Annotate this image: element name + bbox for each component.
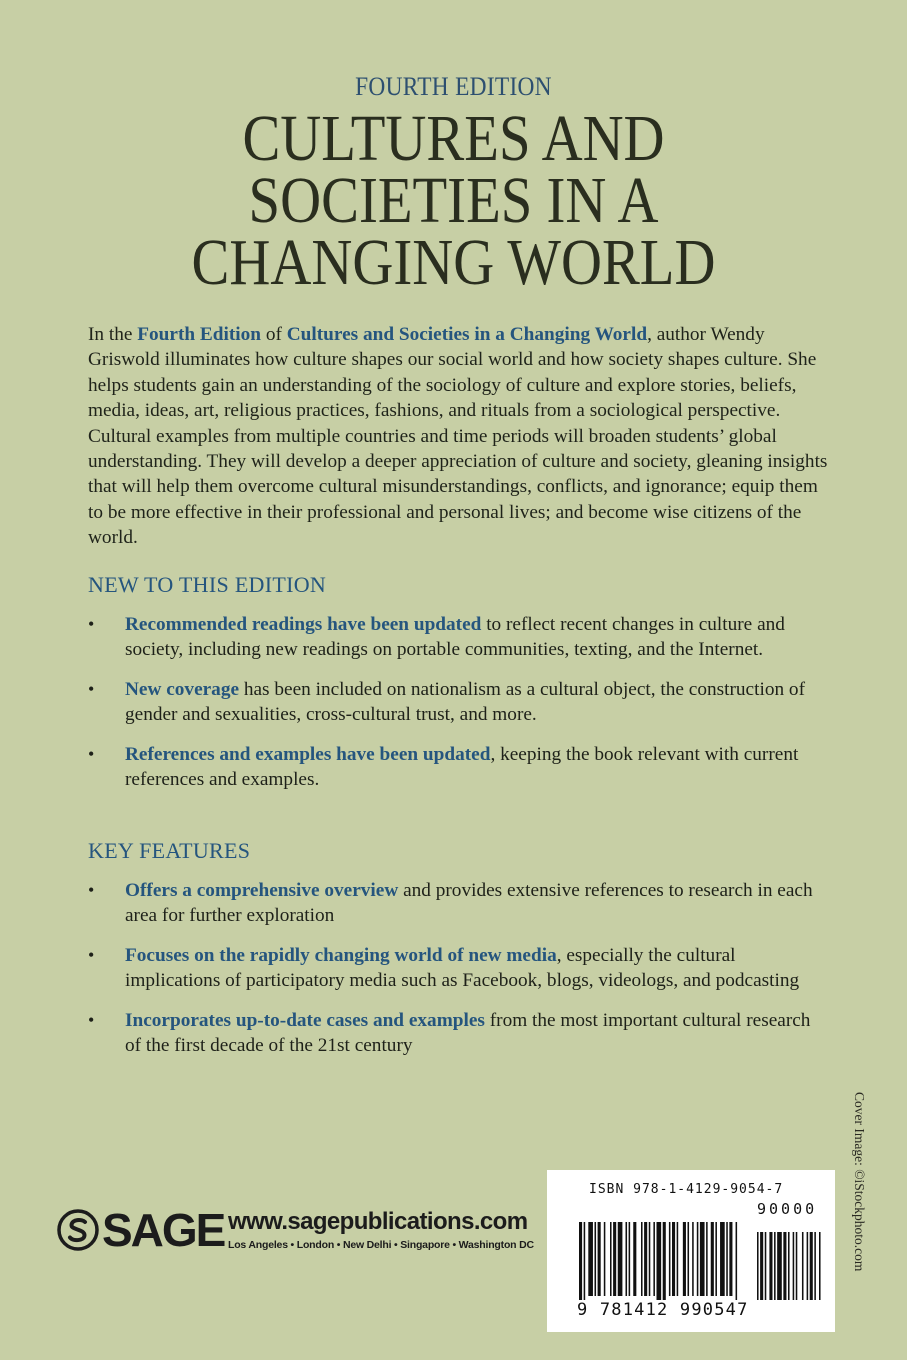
barcode-bar — [626, 1222, 628, 1296]
barcode-addon-bar — [807, 1232, 809, 1300]
intro-paragraph — [88, 322, 828, 551]
isbn-label: ISBN 978-1-4129-9054-7 — [589, 1182, 784, 1197]
item-strong: New coverage — [125, 678, 240, 700]
barcode-addon-bar — [796, 1232, 798, 1300]
barcode-addon-bar — [757, 1232, 759, 1300]
barcode-bar — [644, 1222, 647, 1296]
barcode-addon-bar — [810, 1232, 813, 1300]
sage-s-icon — [57, 1209, 99, 1251]
list-item — [88, 878, 828, 929]
item-strong: Recommended readings have been updated — [125, 614, 482, 635]
barcode-bar — [663, 1222, 666, 1300]
barcode-bar — [683, 1222, 686, 1296]
bullet-icon: • — [88, 880, 95, 900]
sage-wordmark: SAGE — [102, 1204, 225, 1256]
barcode-addon-bar — [769, 1232, 772, 1300]
barcode-bar — [641, 1222, 643, 1296]
barcode-bar — [653, 1222, 655, 1296]
intro-edition-highlight: Fourth Edition — [137, 324, 262, 345]
item-text: , especially the cultural implications of participatory media such as Facebook, blogs, videologs, and podcasting — [125, 944, 800, 992]
intro-text-1: In the — [88, 324, 138, 345]
price-code: 90000 — [757, 1200, 818, 1218]
item-text: , keeping the book relevant with current references and examples. — [125, 743, 799, 791]
key-features-list — [88, 878, 828, 1072]
bullet-icon: • — [88, 1009, 95, 1030]
barcode-addon-bar — [819, 1232, 821, 1300]
barcode-bar — [692, 1222, 694, 1296]
barcode-bar — [726, 1222, 728, 1296]
title-line-2: SOCIETIES IN A — [248, 164, 659, 237]
item-strong: References and examples have been updated — [125, 743, 491, 765]
barcode-bar — [618, 1222, 623, 1296]
item-strong: Offers a comprehensive overview — [125, 880, 399, 901]
item-text: has been included on nationalism as a cultural object, the construction of gender and sexualities, cross-cultural trust, and more. — [125, 678, 805, 726]
barcode-bar — [700, 1222, 705, 1296]
barcode-bar — [584, 1222, 586, 1300]
barcode-bar — [688, 1222, 690, 1296]
barcode-addon-bar — [777, 1232, 782, 1300]
item-text: to reflect recent changes in culture and society, including new readings on portable communities, texting, and the Internet. — [125, 614, 785, 661]
bullet-icon: • — [88, 678, 95, 699]
intro-text-2: of — [261, 324, 287, 345]
publisher-cities: Los Angeles • London • New Delhi • Singapore • Washington DC — [228, 1239, 534, 1251]
publisher-website-link[interactable]: www.sagepublications.com — [228, 1208, 528, 1235]
key-features-heading: KEY FEATURES — [88, 838, 251, 863]
title-line-3: CHANGING WORLD — [191, 226, 716, 299]
item-strong: Incorporates up-to-date cases and examples — [125, 1009, 485, 1031]
barcode-addon-bar — [765, 1232, 767, 1300]
intro-text-3: , author Wendy Griswold illuminates how culture shapes our social world and how society shapes culture. She helps students gain an understanding of the sociology of culture and explore stories, beliefs, media, ideas, art, religious practices, fashions, and rituals from a sociological perspective. Cultural examples from multiple countries and time periods will broaden students’ global understanding. They will develop a deeper appreciation of culture and society, gleaning insights that will help them overcome cultural misunderstandings, conflicts, and ignorance; equip them to be more effective in their professional and personal lives; and become wise citizens of the world. — [88, 324, 828, 549]
barcode-box — [547, 1170, 835, 1332]
barcode-bar — [706, 1222, 708, 1296]
intro-book-title-highlight: Cultures and Societies in a Changing World — [286, 324, 648, 345]
barcode-bar — [613, 1222, 616, 1296]
barcode-bar — [711, 1222, 714, 1296]
ean-number: 9 781412 990547 — [577, 1300, 749, 1320]
barcode-bar — [588, 1222, 593, 1296]
barcode-bar — [610, 1222, 612, 1296]
barcode-bar — [736, 1222, 738, 1300]
barcode-icon — [577, 1222, 825, 1300]
book-title — [63, 102, 843, 299]
new-edition-heading: NEW TO THIS EDITION — [88, 572, 327, 597]
barcode-bar — [604, 1222, 606, 1296]
list-item — [88, 742, 828, 793]
barcode-bar — [677, 1222, 679, 1296]
new-edition-list — [88, 612, 828, 806]
list-item — [88, 612, 828, 663]
list-item — [88, 1008, 828, 1059]
sage-logo — [57, 1205, 224, 1255]
item-text: and provides extensive references to research in each area for further exploration — [125, 880, 813, 927]
barcode-bar — [579, 1222, 582, 1300]
bullet-icon: • — [88, 614, 95, 634]
barcode-bar — [633, 1222, 636, 1296]
list-item — [88, 943, 828, 994]
barcode-bar — [649, 1222, 651, 1296]
cover-image-credit: Cover Image: ©iStockphoto.com — [852, 1092, 867, 1272]
barcode-addon-bar — [774, 1232, 776, 1300]
barcode-bar — [715, 1222, 717, 1296]
barcode-bar — [720, 1222, 725, 1296]
barcode-bar — [595, 1222, 597, 1296]
barcode-addon-bar — [802, 1232, 804, 1300]
barcode-bar — [669, 1222, 671, 1296]
barcode-bar — [672, 1222, 675, 1296]
barcode-addon-bar — [760, 1232, 763, 1300]
bullet-icon: • — [88, 944, 95, 965]
barcode-addon-bar — [783, 1232, 786, 1300]
barcode-addon-bar — [814, 1232, 816, 1300]
item-text: from the most important cultural research of the first decade of the 21st century — [125, 1009, 811, 1057]
barcode-bar — [729, 1222, 732, 1296]
barcode-bar — [629, 1222, 631, 1296]
item-strong: Focuses on the rapidly changing world of new media — [125, 944, 557, 966]
bullet-icon: • — [88, 743, 95, 764]
title-line-1: CULTURES AND — [242, 102, 665, 175]
list-item — [88, 677, 828, 728]
edition-label: FOURTH EDITION — [355, 72, 552, 101]
barcode-bar — [697, 1222, 699, 1296]
barcode-addon-bar — [793, 1232, 795, 1300]
publisher-info — [228, 1208, 534, 1251]
barcode-bar — [657, 1222, 662, 1300]
barcode-bar — [598, 1222, 601, 1296]
barcode-addon-bar — [788, 1232, 790, 1300]
